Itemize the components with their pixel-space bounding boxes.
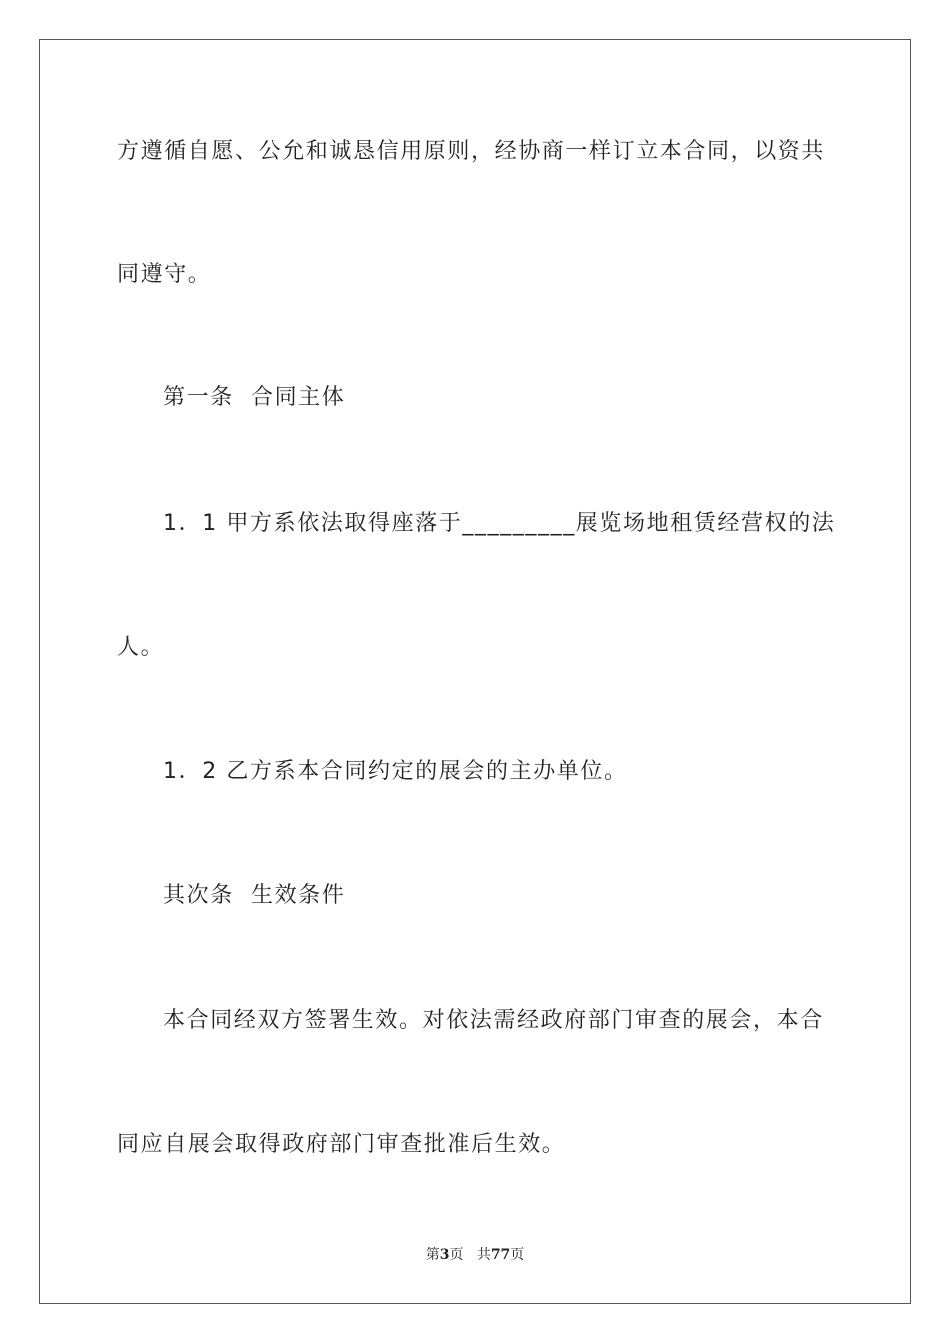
paragraph-line: 本合同经双方签署生效。对依法需经政府部门审查的展会，本合 [163, 1008, 824, 1033]
total-prefix: 共 [476, 1247, 491, 1263]
paragraph-line: 同应自展会取得政府部门审查批准后生效。 [117, 1132, 566, 1157]
page-number: 3 [439, 1247, 450, 1263]
page-suffix: 页 [449, 1247, 464, 1263]
section-heading: 其次条 生效条件 [163, 883, 346, 908]
paragraph-line: 同遵守。 [117, 262, 212, 287]
clause-line: 1．2 乙方系本合同约定的展会的主办单位。 [163, 759, 628, 784]
page-border [39, 39, 911, 1304]
page-prefix: 第 [425, 1247, 440, 1263]
section-heading: 第一条 合同主体 [163, 385, 346, 410]
total-pages: 77 [490, 1247, 511, 1263]
clause-line: 人。 [117, 635, 165, 660]
clause-line: 1．1 甲方系依法取得座落于_________展览场地租赁经营权的法 [163, 511, 836, 536]
paragraph-line: 方遵循自愿、公允和诚恳信用原则，经协商一样订立本合同，以资共 [117, 139, 826, 164]
page-footer [0, 1245, 950, 1265]
total-suffix: 页 [510, 1247, 525, 1263]
